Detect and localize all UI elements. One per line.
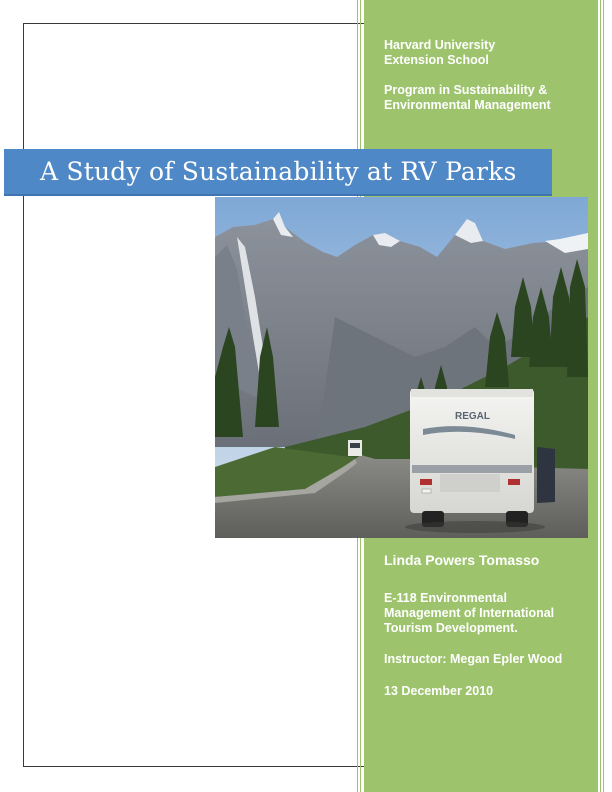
date: 13 December 2010 [384, 684, 494, 698]
document-title: A Study of Sustainability at RV Parks [40, 157, 517, 186]
rv-brand-logo: REGAL [455, 411, 490, 422]
program-line-1: Program in Sustainability & [384, 83, 548, 97]
course-line-3: Tourism Development. [384, 621, 518, 635]
author-name: Linda Powers Tomasso [384, 552, 540, 568]
course-line-1: E-118 Environmental [384, 591, 507, 605]
program-line-2: Environmental Management [384, 98, 551, 112]
school-name: Extension School [384, 53, 489, 67]
program-block [384, 83, 551, 113]
course-line-2: Management of International [384, 606, 555, 620]
instructor: Instructor: Megan Epler Wood [384, 652, 563, 666]
institution-block [384, 38, 495, 68]
cover-photo-rv-mountains [215, 197, 588, 538]
institution-name: Harvard University [384, 38, 496, 52]
panel-rule-line [603, 0, 604, 792]
course-block [384, 591, 554, 636]
title-banner [4, 149, 552, 196]
panel-rule-line [600, 0, 601, 792]
